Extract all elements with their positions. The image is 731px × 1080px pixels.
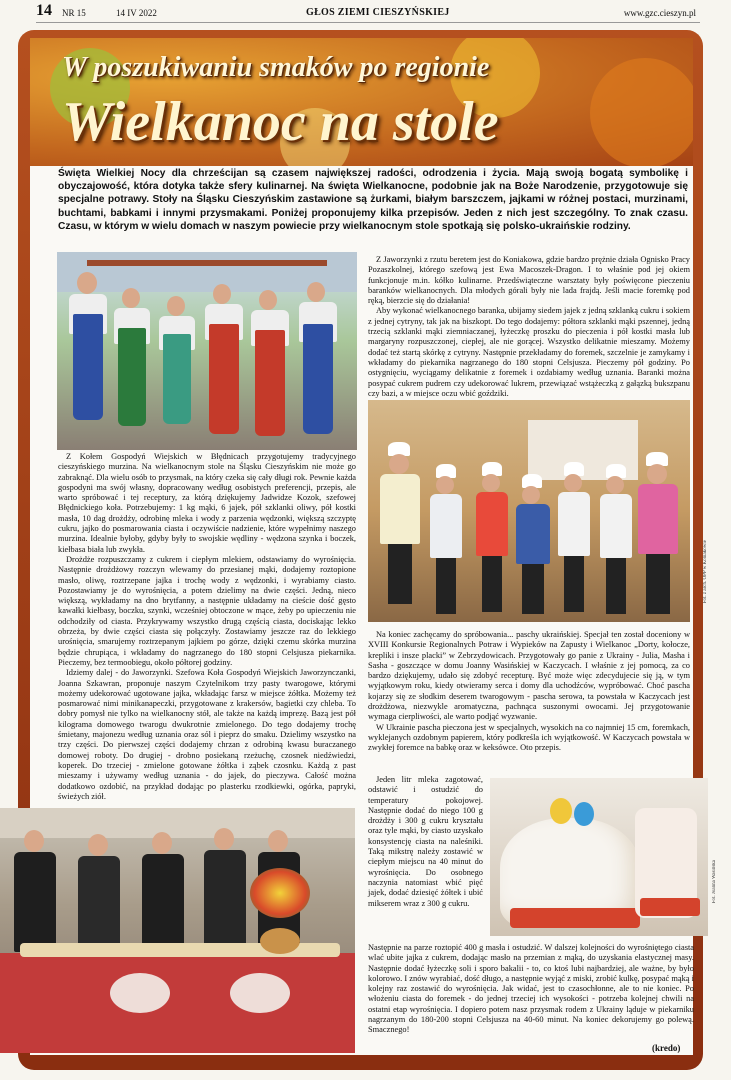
paragraph-murzin-intro: Z Kołem Gospodyń Wiejskich w Błędnicach przygotujemy tradycyjnego cieszyńskiego murzina. Na wielkanocnym stole na Śląsku Cieszyńskim nie może go zabraknąć. Dla wielu osób to przysmak, na który czeka się cały długi rok. Pewnie każda gospodyni ma swój własny, dopracowany według osobistych preferencji, przepis, ale warto spróbować i tej receptury, za którą dziękujemy Jadwidze Kozok, szefowej Błędnickiego koła. Potrzebujemy: 1 kg mąki, 6 jajek, pół szklanki oliwy, pół kostki masła, 10 dag drożdży, odrobinę mleka i wody z parzenia wędzonki, większą szczyptę cukru, jajko do posmarowania ciasta i oczywiście nadzienie, które wypełnimy naszego murzina. Idealnie byłoby, gdyby były to swojskie wędliny - wędzona szynka i boczek, kiełbasa biała lub zwykła. — [58, 452, 356, 554]
page-number: 14 — [36, 2, 52, 19]
paragraph-koniakow: Z Jaworzynki z rzutu beretem jest do Koniakowa, gdzie bardzo prężnie działa Ognisko Pracy Pozaszkolnej, którego szefową jest Ewa Macoszek-Dragon. I to właśnie pod jej okiem funkcjonuje m.in. kółko kulinarne. Przedświąteczne warsztaty były poświęcone pieczeniu baranków wielkanocnych. Dla młodych górali były nie lada frajdą. Jeśli macie foremkę pod ręką, bierzcie się do działania! — [368, 255, 690, 306]
page-header — [36, 4, 700, 23]
photo-women-jaworzynka — [0, 808, 355, 1053]
photo-credit-pascha: Fot. Joanna Wasińska — [712, 860, 717, 904]
paragraph-murzin-method: Drożdże rozpuszczamy z cukrem i ciepłym mlekiem, odstawiamy do wyrośnięcia. Następnie drożdżowy rozczyn wlewamy do przesianej mąki, dodajemy roztopione masło, oliwę, roztrzepane jajka i trochę wody z wędzonki, i wyrabiamy ciasto. Pozostawiamy je do wyrośnięcia, a potem dzielimy na dwie części. Jedną, nieco większą, wykładamy na dno brytfanny, a następnie układamy na cieście dość gęsto kawałki kiełbasy, boczku, szynki, wcześniej obtoczone w mące, żeby po upieczeniu nie odchodziły od ciasta. Przykrywamy wszystko drugą częścią ciasta, dociskając lekko obrzeża, by dwie części ciasta się połączyły. Zostawiamy jeszcze raz do lekkiego urośnięcia, smarujemy roztrzepanym jajkiem po górze, dzięki czemu skórka murzina będzie chrupiąca, i wkładamy do nagrzanego do 180 stopni Celsjusza piekarnika. Pieczemy, bez termoobiegu, około półtorej godziny. — [58, 554, 356, 667]
issue-number: NR 15 — [62, 8, 86, 18]
right-column-mid — [368, 630, 690, 780]
author-signature: (kredo) — [652, 1043, 681, 1053]
photo-kids-koniakow — [368, 400, 690, 622]
photo-women-bledowice — [57, 252, 357, 450]
newspaper-name: GŁOS ZIEMI CIESZYŃSKIEJ — [306, 7, 450, 18]
paragraph-pascha-intro: Na koniec zachęcamy do spróbowania... paschy ukraińskiej. Specjał ten został doceniony w XVIII Konkursie Regionalnych Potraw i Wypieków na Zapusty i Wielkanoc „Dorty, kołocze, krepliki i insze placki” w Zebrzydowicach. Przygotowały go panie z Ukrainy - Julia, Masha i Sasha - goszczące w domu Joanny Wasińskiej w Kaczycach. I właśnie z jej pomocą, za co bardzo dziękujemy, udało się zdobyć recepturę. Być może więc zdecydujecie się ją, w tym wyjątkowym roku, kiedy otwieramy serca i domy dla uchodźców, wypróbować. Choć pascha kojarzy się ze słodkim deserem twarogowym - pascha serowa, ta powstała w Kaczycach jest drożdżowa, niezwykle aromatyczna, pachnąca suszonymi owocami. Jej przygotowanie wymaga cierpliwości, ale warto podjąć wyzwanie. — [368, 630, 690, 722]
photo-pascha — [490, 778, 708, 936]
paragraph-pascha-forms: W Ukrainie pascha pieczona jest w specjalnych, wysokich na co najmniej 15 cm, foremkach, wyklejanych ozdobnym papierem, który podkreśla ich wyjątkowość. W Kaczycach powstała w zwykłej foremce na babkę oraz w keksówce. Oto przepis. — [368, 722, 690, 753]
paragraph-pascha-recipe-start: Jeden litr mleka zagotować, odstawić i ostudzić do temperatury pokojowej. Następnie dodać do niego 100 g drożdży i 300 g cukru kryształu oraz tyle mąki, by ciasto uzyskało konsystencję ciasta na naleśniki. Taką mikstrę należy zostawić w ciepłym miejscu na 40 minut do wyrośnięcia. Do osobnego naczynia natomiast wbić pięć jajek, dodać dziesięć żółtek i ubić mikserem wraz z 300 g cukru. — [368, 775, 483, 908]
article-supertitle: W poszukiwaniu smaków po regionie — [62, 52, 490, 83]
decor-fruit — [590, 58, 693, 166]
paragraph-pascha-recipe-end: Następnie na parze roztopić 400 g masła i ostudzić. W dalszej kolejności do wyrośniętego ciasta wlać ubite jajka z cukrem, dodając masło na przemian z mąką, do uzyskania elastycznej masy. Następnie dodać łyżeczkę soli i sporo bakalii - to, co ktoś lubi najbardziej, ale ważne, by było kolorowo. I znów wyrabiać, dość długo, a następnie wyjąć z miski, zrobić kulkę, posypać mąką i kolejny raz zostawić do wyrośnięcia. Jak widać, jest to czasochłonne, ale to nie koniec. Po włożeniu ciasta do foremek - do jednej trzeciej ich wysokości - potrzeba kolejnej chwili na ostatni etap wyrośnięcia. I dopiero potem nasz przysmak rodem z Ukrainy ląduje w piekarniku nagrzanym do 180-200 stopni Celsjusza na 40-60 minut. Na koniec dekorujemy go polewą. Smacznego! — [368, 943, 694, 1035]
right-column-bottom — [368, 943, 694, 1045]
paragraph-jaworzynka-pastes: Idziemy dalej - do Jaworzynki. Szefowa Koła Gospodyń Wiejskich Jaworzynczanki, Joanna Szkawran, proponuje naszym Czytelnikom trzy pasty twarogowe, którymi możemy udekorować ugotowane jajka, wkładając farsz w miejsce żółtka. Możemy też posmarować nimi minikanapeczki, przygotowane z krakersów, bagietki czy chleba. To dobry pomysł nie tylko na wielkanocny stół, ale także na każdą imprezę. Bazą jest pół kilograma domowego twarogu dwukrotnie zmielonego. Do tego dodajemy trochę śmietany, majonezu według uznania oraz sól i pieprz do smaku. Dzielimy wszystko na trzy części. Do pierwszej części dodajemy chrzan z odrobiną kwasu buraczanego domowej roboty. Do drugiej - drobno posiekaną rzeżuchę, czosnek niedźwiedzi, koperek. Do trzeciej - zmielone gotowane żółtka i ząbek czosnku. Każdą z past mieszamy i używamy według uznania - do jajek, do pieczywa. Całość można dodatkowo ozdobić, na przykład dodając po plasterku rzodkiewki, ogórka, papryki, świeżych ziół. — [58, 668, 356, 801]
right-column-narrow — [368, 775, 483, 943]
photo-credit-kids: Fot. z arch. OPP w Koniakowie — [703, 540, 708, 604]
article-title: Wielkanoc na stole — [62, 91, 499, 153]
website[interactable]: www.gzc.cieszyn.pl — [623, 8, 696, 18]
issue-date: 14 IV 2022 — [116, 8, 157, 18]
article-lead: Święta Wielkiej Nocy dla chrześcijan są czasem największej radości, odrodzenia i życia. Mają swoją bogatą symbolikę i obyczajowość, która dotyka także sfery kulinarnej. Na święta Wielkanocne, podobnie jak na Boże Narodzenie, przygotowuje się specjalne potrawy. Stoły na Śląsku Cieszyńskim zastawione są żurkami, białym barszczem, jajkami w różnej postaci, murzinami, buchtami, babkami i innymi przysmakami. Poniżej proponujemy kilka przepisów. Jeden z nich jest szczególny. To znak czasu. Czasu, w którym w wielu domach w naszym powiecie przy wielkanocnym stole spotkają się polsko-ukraińskie rodziny. — [58, 168, 688, 232]
paragraph-baranek: Aby wykonać wielkanocnego baranka, ubijamy siedem jajek z jedną szklanką cukru i sokiem z jednej cytryny, tak jak na biszkopt. Do tego dodajemy: półtora szklanki mąki pszennej, jedną trzecią szklanki mąki ziemniaczanej, łyżeczkę proszku do pieczenia i pół kostki masła lub margaryny rozpuszczonej, ciepłej, ale nie gorącej. Wszystko delikatnie mieszamy. Możemy dodać też startą skórkę z cytryny. Następnie przekładamy do foremek, szczelnie je zamykamy i wkładamy do piekarnika nagrzanego do 180 stopni Celsjusza. Pieczemy pół godziny. Po ostygnięciu, wyciągamy delikatnie z foremek i ozdabiamy według uznania. Baranki można posypać cukrem pudrem czy udekorować lukrem, przewiązać wstążeczką z gałązką bukszpanu czy bazi, a w miejsce oczu wbić goździki. — [368, 306, 690, 398]
left-column — [58, 452, 356, 812]
right-column-top — [368, 255, 690, 400]
